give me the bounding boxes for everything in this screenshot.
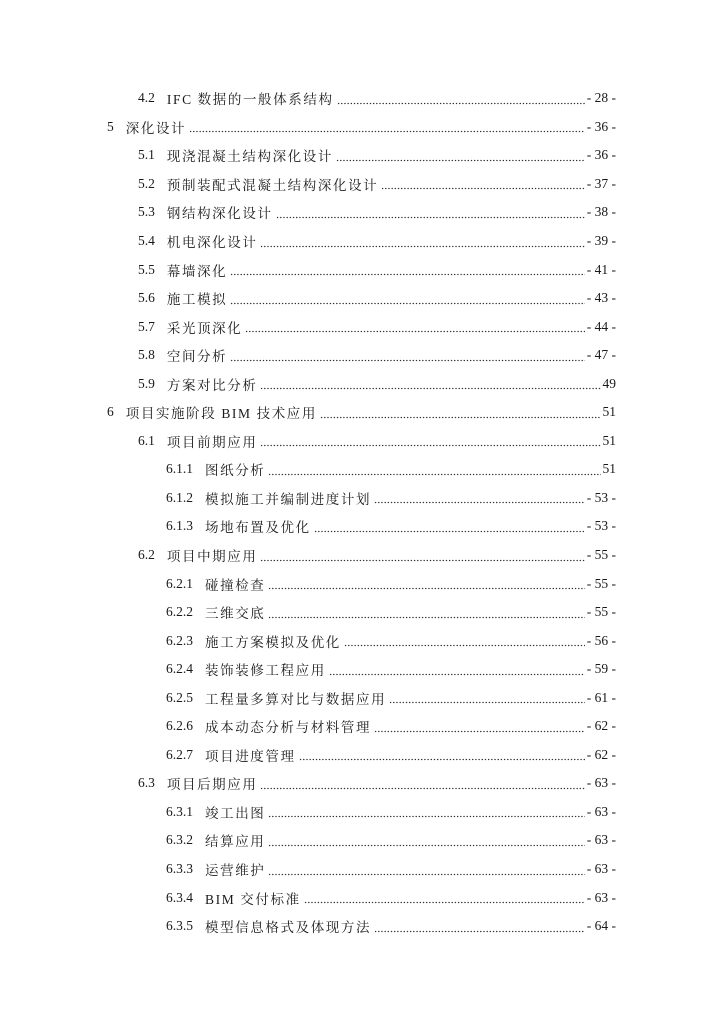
toc-entry-title: 项目中期应用: [166, 549, 258, 565]
toc-entry-number: 5: [107, 118, 114, 134]
page-number-text: 51: [602, 461, 616, 477]
toc-entry-page-number: [587, 204, 724, 220]
dot-leader: [314, 520, 585, 533]
toc-entry-number: 6.2.3: [166, 632, 193, 648]
toc-entry-page-number: [587, 604, 724, 620]
toc-entry-number: 5.4: [138, 233, 155, 248]
toc-entry-page-number: [587, 775, 724, 791]
toc-entry-page-number: [587, 804, 724, 820]
toc-entry-title: 成本动态分析与材料管理: [205, 720, 372, 736]
toc-entry[interactable]: [0, 455, 724, 484]
toc-entry-page-number: [587, 547, 724, 563]
dot-leader: [374, 491, 585, 504]
toc-entry[interactable]: [0, 569, 724, 598]
page-number-text: - 63 -: [586, 775, 616, 791]
page-number-text: - 59 -: [586, 661, 616, 677]
page-number-text: - 56 -: [586, 632, 616, 648]
toc-entry[interactable]: [0, 683, 724, 712]
toc-entry-number: 5.8: [138, 347, 155, 363]
toc-entry[interactable]: [0, 712, 724, 741]
toc-entry-number: 6.2.5: [166, 689, 193, 705]
toc-entry-page-number: [603, 461, 724, 477]
toc-entry[interactable]: [0, 598, 724, 627]
toc-entry[interactable]: [0, 798, 724, 827]
dot-leader: [268, 863, 584, 876]
toc-entry-title: 碰撞检查: [205, 577, 266, 593]
page-number-text: - 55 -: [586, 604, 616, 620]
dot-leader: [260, 235, 584, 248]
toc-entry-number: 6.1: [138, 432, 155, 448]
toc-entry-number: 6: [107, 404, 114, 420]
page-number-text: - 64 -: [586, 918, 616, 934]
toc-entry-page-number: [587, 633, 724, 649]
toc-entry-title: 图纸分析: [205, 463, 266, 479]
page-number-text: - 38 -: [586, 204, 616, 220]
toc-entry-title: 竣工出图: [205, 805, 266, 821]
toc-entry[interactable]: [0, 484, 724, 513]
toc-entry[interactable]: [0, 427, 724, 456]
page-number-text: 51: [602, 432, 616, 448]
toc-entry-number: 6.2.6: [166, 718, 193, 734]
dot-leader: [268, 834, 584, 847]
toc-entry-title: 空间分析: [166, 349, 228, 365]
toc-entry-page-number: [587, 890, 724, 906]
toc-entry-title: 施工模拟: [166, 292, 228, 308]
toc-entry[interactable]: [0, 312, 724, 341]
toc-entry-page-number: [603, 376, 724, 392]
toc-entry-number: 6.2.2: [166, 604, 193, 620]
toc-entry-number: 6.2.7: [166, 746, 193, 762]
toc-entry[interactable]: [0, 227, 724, 256]
page-number-text: - 43 -: [586, 290, 616, 306]
table-of-contents: [0, 84, 724, 940]
toc-entry[interactable]: [0, 84, 724, 113]
dot-leader: [299, 748, 585, 761]
toc-entry-page-number: [587, 832, 724, 848]
page-number-text: - 36 -: [586, 147, 616, 163]
dot-leader: [276, 206, 585, 219]
toc-entry-title: 项目后期应用: [166, 777, 258, 793]
page-number-text: - 63 -: [586, 889, 616, 905]
toc-entry-number: 6.2: [138, 547, 155, 563]
toc-entry-number: 6.3.1: [166, 803, 193, 819]
toc-entry-number: 5.7: [138, 318, 155, 334]
page-number-text: - 63 -: [586, 861, 616, 877]
toc-entry-page-number: [587, 690, 724, 706]
toc-entry-title: 预制装配式混凝土结构深化设计: [166, 177, 379, 193]
toc-entry[interactable]: [0, 826, 724, 855]
toc-entry-page-number: [587, 90, 724, 106]
toc-entry[interactable]: [0, 341, 724, 370]
toc-entry-page-number: [587, 119, 724, 135]
dot-leader: [189, 120, 585, 133]
toc-entry-number: 6.2.4: [166, 661, 193, 677]
toc-entry-page-number: [587, 661, 724, 677]
toc-entry-title: 模型信息格式及体现方法: [205, 920, 372, 936]
toc-entry-title: 施工方案模拟及优化: [205, 634, 341, 650]
toc-entry-page-number: [587, 918, 724, 934]
toc-entry-title: 现浇混凝土结构深化设计: [166, 149, 333, 165]
toc-entry[interactable]: [0, 655, 724, 684]
toc-entry-page-number: [587, 576, 724, 592]
toc-entry-number: 6.3.2: [166, 832, 193, 848]
dot-leader: [268, 463, 600, 476]
toc-entry-number: 6.3.5: [166, 918, 193, 934]
toc-entry[interactable]: [0, 769, 724, 798]
toc-entry[interactable]: [0, 512, 724, 541]
page-number-text: - 39 -: [586, 233, 616, 248]
dot-leader: [389, 691, 585, 704]
toc-entry[interactable]: [0, 170, 724, 199]
page-number-text: - 36 -: [586, 118, 616, 134]
dot-leader: [260, 434, 600, 447]
toc-entry[interactable]: [0, 198, 724, 227]
dot-leader: [260, 549, 584, 562]
page-number-text: 51: [602, 404, 616, 420]
toc-entry-title: 装饰装修工程应用: [205, 663, 326, 679]
toc-entry[interactable]: [0, 883, 724, 912]
page-number-text: - 62 -: [586, 718, 616, 734]
toc-entry-title: 结算应用: [205, 834, 266, 850]
toc-entry-title: 场地布置及优化: [205, 520, 311, 536]
page-number-text: - 53 -: [586, 518, 616, 534]
toc-entry[interactable]: [0, 255, 724, 284]
dot-leader: [230, 349, 584, 362]
toc-entry-title: 钢结构深化设计: [166, 206, 273, 222]
toc-entry-number: 6.1.2: [166, 489, 193, 505]
toc-entry-title: 幕墙深化: [166, 263, 228, 279]
page-number-text: - 44 -: [586, 318, 616, 334]
toc-entry-number: 6.3.4: [166, 889, 193, 905]
toc-entry-page-number: [587, 518, 724, 534]
page-number-text: - 61 -: [586, 689, 616, 705]
toc-entry-page-number: [587, 233, 724, 249]
toc-entry[interactable]: [0, 855, 724, 884]
dot-leader: [260, 377, 600, 390]
toc-entry-title: 项目实施阶段 BIM 技术应用: [125, 406, 318, 422]
toc-entry-title: BIM 交付标准: [205, 891, 301, 907]
dot-leader: [268, 606, 584, 619]
toc-entry-title: 模拟施工并编制进度计划: [205, 491, 372, 507]
toc-entry-number: 5.6: [138, 290, 155, 306]
dot-leader: [260, 777, 584, 790]
dot-leader: [381, 177, 584, 190]
toc-entry-page-number: [587, 176, 724, 192]
toc-entry-number: 6.1.3: [166, 518, 193, 534]
page-number-text: - 37 -: [586, 175, 616, 191]
dot-leader: [374, 920, 585, 933]
toc-entry-page-number: [587, 147, 724, 163]
toc-entry-title: 深化设计: [125, 120, 187, 136]
toc-entry-title: 项目前期应用: [166, 434, 258, 450]
toc-entry[interactable]: [0, 284, 724, 313]
toc-entry-title: 项目进度管理: [205, 748, 296, 764]
page-number-text: - 63 -: [586, 803, 616, 819]
toc-entry-number: 6.2.1: [166, 575, 193, 591]
dot-leader: [245, 320, 584, 333]
dot-leader: [268, 577, 584, 590]
dot-leader: [337, 92, 585, 105]
toc-entry-title: 三维交底: [205, 606, 266, 622]
toc-entry[interactable]: [0, 626, 724, 655]
toc-entry-number: 5.2: [138, 175, 155, 191]
page-number-text: - 55 -: [586, 547, 616, 563]
dot-leader: [329, 663, 585, 676]
toc-entry-number: 5.9: [138, 375, 155, 391]
toc-entry-number: 5.3: [138, 204, 155, 220]
toc-entry[interactable]: [0, 912, 724, 941]
toc-entry-number: 6.1.1: [166, 461, 193, 477]
page-number-text: - 63 -: [586, 832, 616, 848]
page-number-text: - 53 -: [586, 489, 616, 505]
page-number-text: - 41 -: [586, 261, 616, 277]
toc-entry-page-number: [603, 404, 724, 420]
toc-entry-page-number: [587, 290, 724, 306]
page-number-text: - 28 -: [586, 90, 616, 106]
toc-entry-number: 6.3: [138, 775, 155, 791]
toc-entry-page-number: [587, 319, 724, 335]
toc-entry-page-number: [587, 347, 724, 363]
page-number-text: 49: [602, 375, 616, 391]
toc-entry-title: 机电深化设计: [166, 235, 258, 250]
toc-entry[interactable]: [0, 541, 724, 570]
toc-entry-title: 方案对比分析: [166, 377, 258, 393]
toc-entry-page-number: [587, 861, 724, 877]
toc-entry-number: 5.1: [138, 147, 155, 163]
toc-entry-title: 采光顶深化: [166, 320, 243, 336]
dot-leader: [374, 720, 585, 733]
toc-entry-title: 工程量多算对比与数据应用: [205, 691, 387, 707]
toc-entry[interactable]: [0, 369, 724, 398]
toc-entry-page-number: [587, 262, 724, 278]
toc-entry-number: 6.3.3: [166, 861, 193, 877]
toc-entry-number: 4.2: [138, 90, 155, 106]
toc-entry-page-number: [587, 490, 724, 506]
toc-entry-title: IFC 数据的一般体系结构: [166, 92, 334, 108]
toc-entry-number: 5.5: [138, 261, 155, 277]
toc-entry[interactable]: [0, 741, 724, 770]
toc-entry-page-number: [603, 433, 724, 449]
dot-leader: [230, 292, 584, 305]
dot-leader: [230, 263, 584, 276]
dot-leader: [304, 891, 585, 904]
page-number-text: - 55 -: [586, 575, 616, 591]
toc-entry[interactable]: [0, 113, 724, 142]
toc-entry-title: 运营维护: [205, 863, 266, 879]
dot-leader: [268, 805, 584, 818]
toc-entry[interactable]: [0, 398, 724, 427]
page-number-text: - 47 -: [586, 347, 616, 363]
toc-entry[interactable]: [0, 141, 724, 170]
dot-leader: [336, 149, 585, 162]
toc-entry-page-number: [587, 747, 724, 763]
dot-leader: [344, 634, 585, 647]
dot-leader: [320, 406, 600, 419]
page-number-text: - 62 -: [586, 746, 616, 762]
toc-entry-page-number: [587, 718, 724, 734]
